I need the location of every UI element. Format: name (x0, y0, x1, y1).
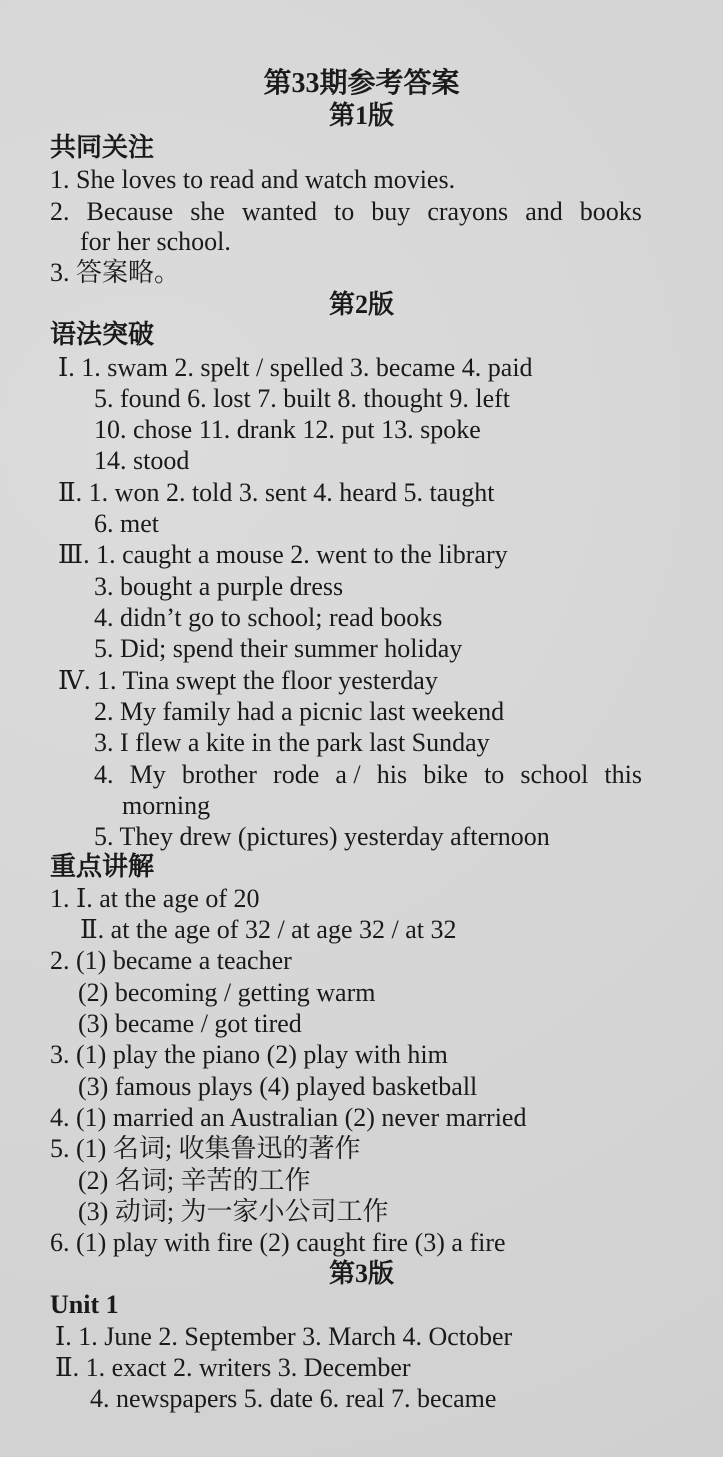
answer-line: Ⅱ. 1. exact 2. writers 3. December (55, 1353, 411, 1382)
word: his (376, 760, 408, 789)
answer-line: 3. 答案略。 (50, 258, 181, 287)
word: and (525, 197, 563, 226)
word: My (129, 760, 166, 789)
word: to (484, 760, 505, 789)
section-heading-common-focus: 共同关注 (50, 133, 155, 162)
answer-line: 5. They drew (pictures) yesterday afternoon (94, 822, 550, 851)
word: rode (273, 760, 320, 789)
word: books (579, 197, 642, 226)
answer-line: 3. bought a purple dress (94, 572, 344, 601)
answer-line: 2. (1) became a teacher (50, 946, 292, 975)
answer-line: Ⅰ. 1. swam 2. spelt / spelled 3. became 4. paid (58, 353, 533, 382)
answer-line: Ⅱ. 1. won 2. told 3. sent 4. heard 5. taught (58, 478, 495, 507)
answer-line: 5. (1) 名词; 收集鲁迅的著作 (50, 1134, 361, 1163)
word: she (190, 197, 225, 226)
answer-line: morning (122, 791, 211, 820)
edition-2-heading: 第2版 (328, 290, 394, 319)
answer-line: Ⅱ. at the age of 32 / at age 32 / at 32 (80, 915, 457, 944)
answer-line: 6. (1) play with fire (2) caught fire (3) a fire (50, 1228, 506, 1257)
answer-line: 2. My family had a picnic last weekend (94, 697, 505, 726)
answer-line: 6. met (94, 509, 159, 538)
answer-line: 4. newspapers 5. date 6. real 7. became (90, 1384, 497, 1413)
answer-line: 4. (1) married an Australian (2) never married (50, 1103, 527, 1132)
edition-1-heading: 第1版 (328, 101, 394, 130)
answer-line: 1. She loves to read and watch movies. (50, 165, 456, 194)
answer-line: Ⅰ. 1. June 2. September 3. March 4. October (55, 1322, 513, 1351)
answer-line: 1. Ⅰ. at the age of 20 (50, 884, 260, 913)
answer-line: 10. chose 11. drank 12. put 13. spoke (94, 415, 481, 444)
answer-line: 3. I flew a kite in the park last Sunday (94, 728, 490, 757)
section-heading-key-points: 重点讲解 (50, 852, 155, 881)
word: 2. (50, 197, 70, 226)
answer-line: 5. found 6. lost 7. built 8. thought 9. left (94, 384, 510, 413)
edition-3-heading: 第3版 (328, 1259, 394, 1288)
word: bike (423, 760, 468, 789)
section-heading-unit-1: Unit 1 (50, 1290, 119, 1319)
answer-line: Ⅳ. 1. Tina swept the floor yesterday (58, 666, 438, 695)
answer-line-justified (94, 759, 642, 790)
word: a / (335, 760, 361, 789)
word: wanted (241, 197, 317, 226)
word: this (604, 760, 642, 789)
answer-line: (2) becoming / getting warm (78, 978, 376, 1007)
word: brother (181, 760, 257, 789)
word: to (334, 197, 355, 226)
answer-line: (3) 动词; 为一家小公司工作 (78, 1197, 389, 1226)
answer-line: 3. (1) play the piano (2) play with him (50, 1040, 448, 1069)
answer-line: for her school. (80, 227, 231, 256)
page-title: 第33期参考答案 (263, 68, 460, 99)
word: Because (86, 197, 174, 226)
word: buy (371, 197, 411, 226)
answer-line: (2) 名词; 辛苦的工作 (78, 1166, 311, 1195)
answer-line: 5. Did; spend their summer holiday (94, 634, 463, 663)
answer-line: (3) became / got tired (78, 1009, 302, 1038)
answer-line: Ⅲ. 1. caught a mouse 2. went to the library (58, 540, 508, 569)
word: school (520, 760, 589, 789)
word: 4. (94, 760, 114, 789)
answer-line: 4. didn’t go to school; read books (94, 603, 443, 632)
answer-line: 14. stood (94, 446, 190, 475)
word: crayons (427, 197, 509, 226)
answer-line-justified (50, 196, 642, 227)
section-heading-grammar: 语法突破 (50, 320, 155, 349)
answer-line: (3) famous plays (4) played basketball (78, 1072, 478, 1101)
